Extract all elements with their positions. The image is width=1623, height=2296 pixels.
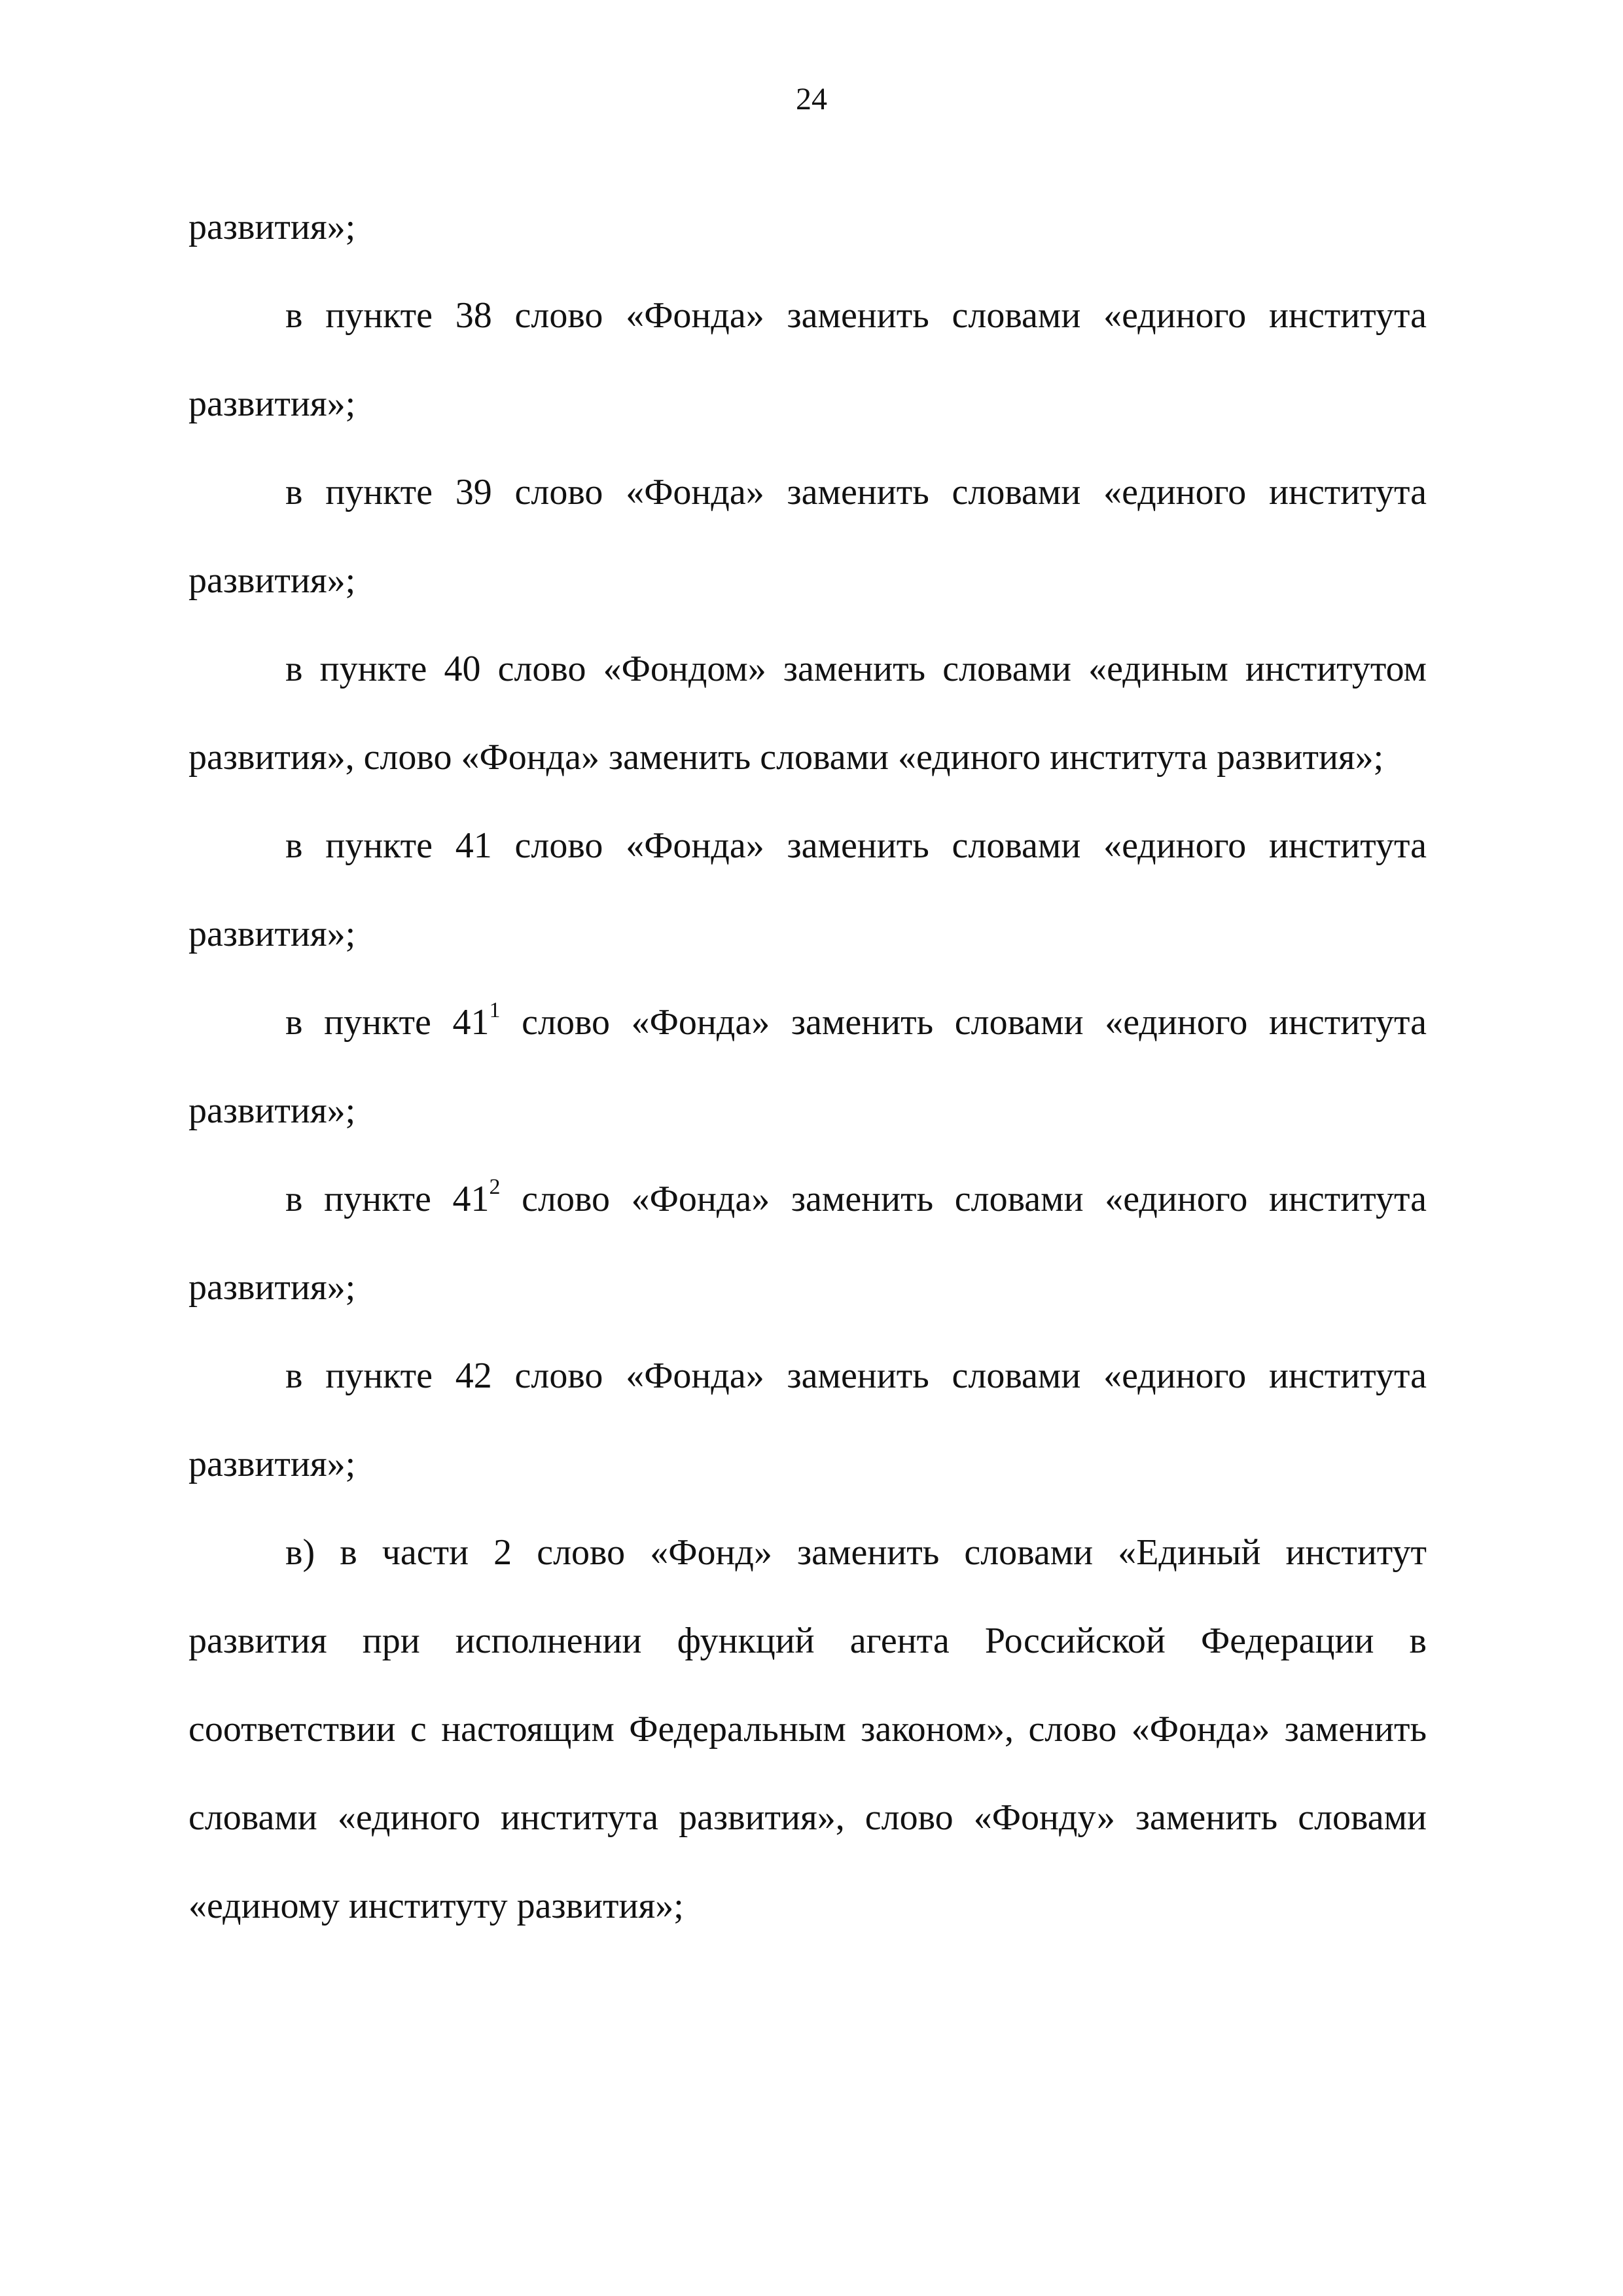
paragraph-item-41-1	[188, 978, 1427, 1155]
paragraph-item-42: в пункте 42 слово «Фонда» заменить словами «единого института развития»;	[188, 1355, 1427, 1484]
paragraph-part-2: в) в части 2 слово «Фонд» заменить словами «Единый институт развития при исполнении функций агента Российской Федерации в соответствии с настоящим Федеральным законом», слово «Фонда» заменить словами «единого института развития», слово «Фонду» заменить словами «единому институту развития»;	[188, 1532, 1427, 1926]
paragraph-item-39: в пункте 39 слово «Фонда» заменить словами «единого института развития»;	[188, 472, 1427, 601]
paragraph-item-40: в пункте 40 слово «Фондом» заменить словами «единым институтом развития», слово «Фонда» заменить словами «единого института развития»;	[188, 649, 1427, 778]
paragraph-item-41: в пункте 41 слово «Фонда» заменить словами «единого института развития»;	[188, 825, 1427, 954]
paragraph-text: в пункте 41	[285, 1179, 490, 1219]
paragraph-continuation: развития»;	[188, 207, 356, 247]
superscript-number: 2	[489, 1175, 501, 1200]
paragraph-text: в пункте 41	[285, 1002, 490, 1043]
paragraph-text: слово «Фонда» заменить словами «единого института развития»;	[188, 1179, 1427, 1308]
superscript-number: 1	[489, 998, 501, 1023]
paragraph-item-41-2	[188, 1155, 1427, 1332]
page-number: 24	[796, 82, 827, 117]
paragraph-item-38: в пункте 38 слово «Фонда» заменить словами «единого института развития»;	[188, 295, 1427, 424]
paragraph-text: слово «Фонда» заменить словами «единого института развития»;	[188, 1002, 1427, 1131]
document-body	[188, 183, 1427, 1950]
